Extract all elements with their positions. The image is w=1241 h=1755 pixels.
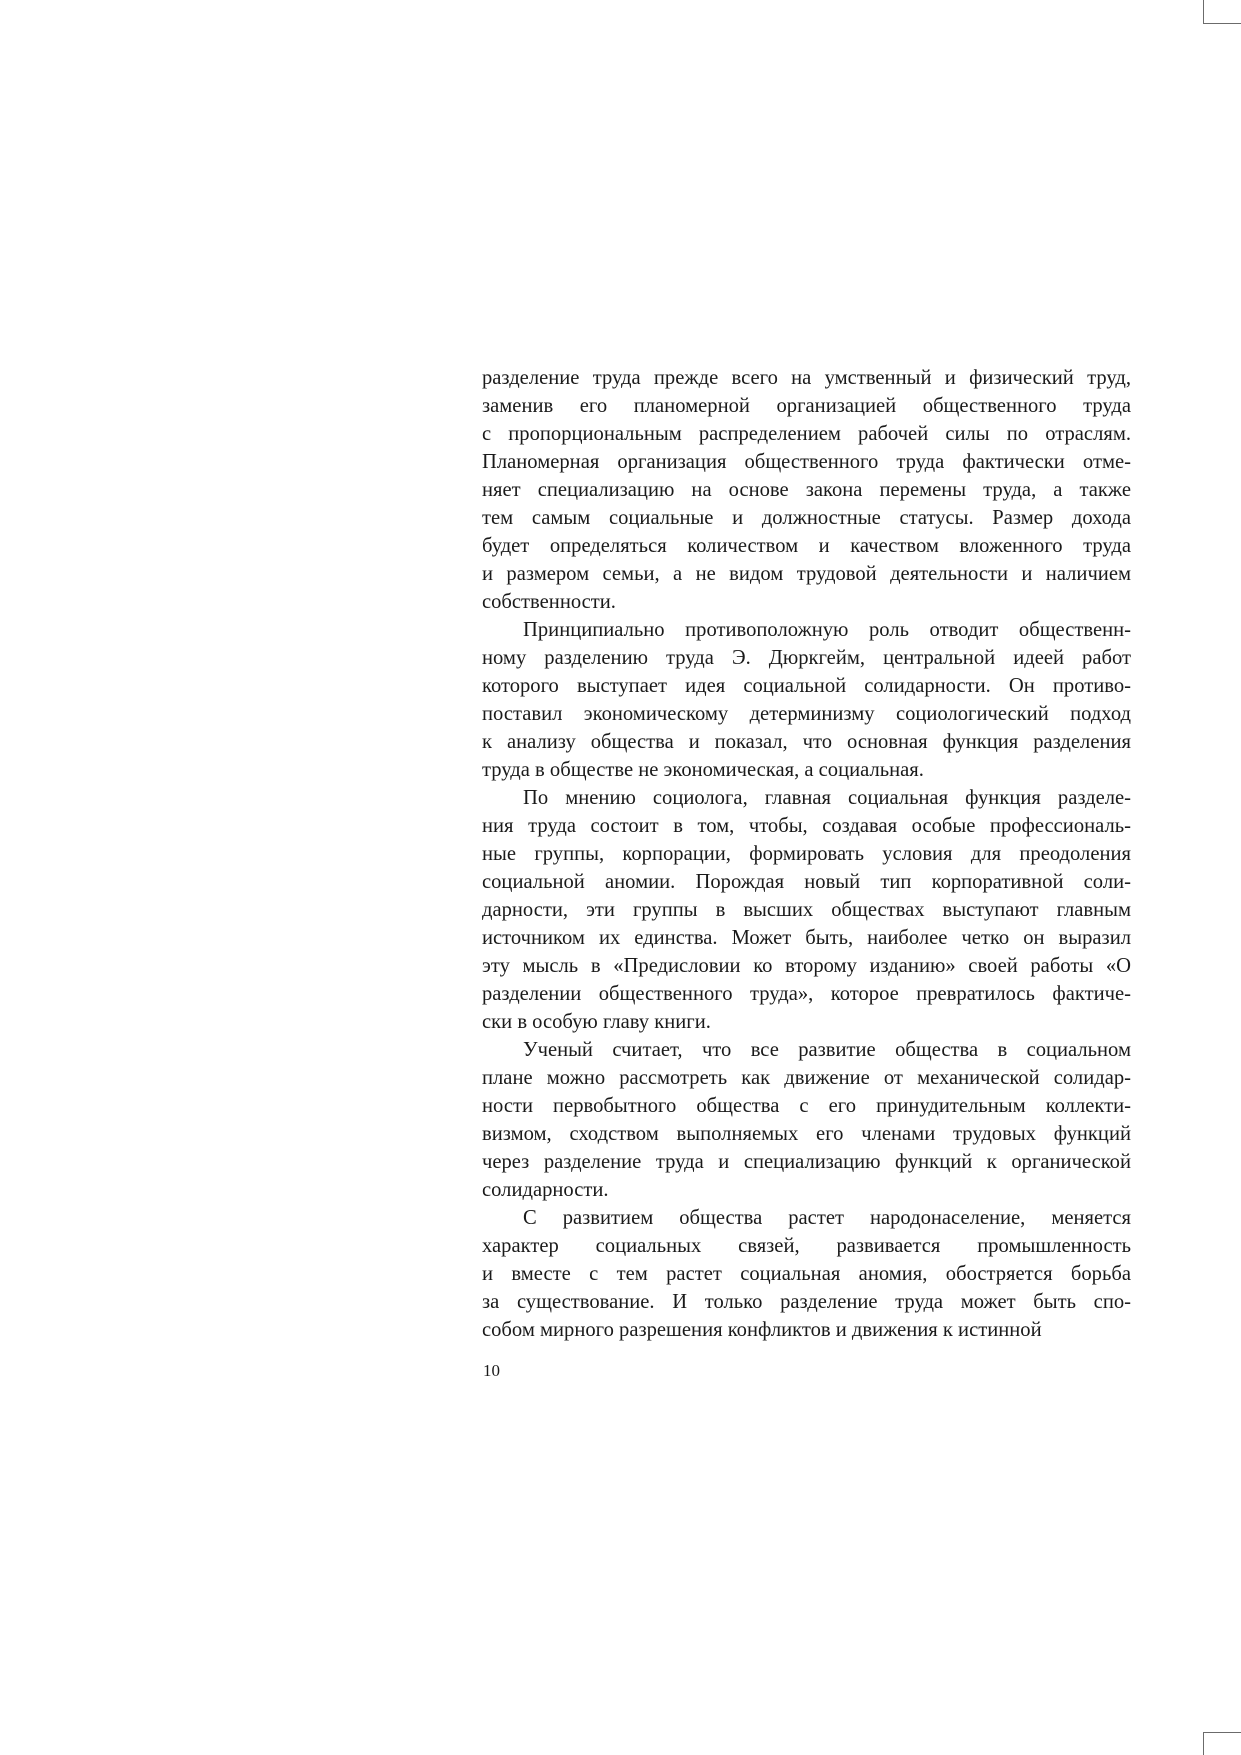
text-line: ности первобытного общества с его принудительным коллекти-	[482, 1095, 1131, 1117]
crop-mark-bottom-vertical	[1203, 1732, 1204, 1755]
text-line: к анализу общества и показал, что основная функция разделения	[482, 731, 1131, 753]
paragraph	[482, 364, 1131, 616]
text-line: ному разделению труда Э. Дюркгейм, центральной идеей работ	[482, 647, 1131, 669]
text-line: собственности.	[482, 591, 616, 613]
text-line: за существование. И только разделение труда может быть спо-	[482, 1291, 1131, 1313]
text-line: источником их единства. Может быть, наиболее четко он выразил	[482, 927, 1131, 949]
text-line: характер социальных связей, развивается промышленность	[482, 1235, 1131, 1257]
text-line: и вместе с тем растет социальная аномия, обостряется борьба	[482, 1263, 1131, 1285]
text-line: тем самым социальные и должностные статусы. Размер дохода	[482, 507, 1131, 529]
text-line: которого выступает идея социальной солидарности. Он противо-	[482, 675, 1131, 697]
text-line: и размером семьи, а не видом трудовой деятельности и наличием	[482, 563, 1131, 585]
text-line: плане можно рассмотреть как движение от механической солидар-	[482, 1067, 1131, 1089]
crop-mark-bottom-horizontal	[1203, 1732, 1241, 1733]
body-text	[482, 364, 1131, 1344]
text-line: няет специализацию на основе закона перемены труда, а также	[482, 479, 1131, 501]
text-line: собом мирного разрешения конфликтов и движения к истинной	[482, 1319, 1042, 1341]
text-line: заменив его планомерной организацией общественного труда	[482, 395, 1131, 417]
paragraph	[482, 784, 1131, 1036]
page-number: 10	[483, 1361, 500, 1380]
text-line: разделение труда прежде всего на умственный и физический труд,	[482, 367, 1131, 389]
text-line: ные группы, корпорации, формировать условия для преодоления	[482, 843, 1131, 865]
text-line: С развитием общества растет народонаселение, меняется	[523, 1207, 1131, 1229]
text-line: Принципиально противоположную роль отводит общественн-	[523, 619, 1131, 641]
text-line: солидарности.	[482, 1179, 609, 1201]
crop-mark-top-vertical	[1203, 0, 1204, 24]
text-line: ски в особую главу книги.	[482, 1011, 711, 1033]
text-line: По мнению социолога, главная социальная функция разделе-	[523, 787, 1131, 809]
text-line: эту мысль в «Предисловии ко второму изданию» своей работы «О	[482, 955, 1131, 977]
text-line: через разделение труда и специализацию функций к органической	[482, 1151, 1131, 1173]
paragraph	[482, 1036, 1131, 1204]
text-line: разделении общественного труда», которое превратилось фактиче-	[482, 983, 1131, 1005]
paragraph	[482, 1204, 1131, 1344]
text-line: дарности, эти группы в высших обществах выступают главным	[482, 899, 1131, 921]
paragraph	[482, 616, 1131, 784]
text-line: визмом, сходством выполняемых его членами трудовых функций	[482, 1123, 1131, 1145]
text-line: будет определяться количеством и качеством вложенного труда	[482, 535, 1131, 557]
text-line: ния труда состоит в том, чтобы, создавая особые профессиональ-	[482, 815, 1131, 837]
text-line: с пропорциональным распределением рабочей силы по отраслям.	[482, 423, 1131, 445]
text-line: поставил экономическому детерминизму социологический подход	[482, 703, 1131, 725]
text-line: Планомерная организация общественного труда фактически отме-	[482, 451, 1131, 473]
crop-mark-top-horizontal	[1203, 23, 1241, 24]
text-line: социальной аномии. Порождая новый тип корпоративной соли-	[482, 871, 1131, 893]
text-line: труда в обществе не экономическая, а социальная.	[482, 759, 924, 781]
text-line: Ученый считает, что все развитие общества в социальном	[523, 1039, 1131, 1061]
